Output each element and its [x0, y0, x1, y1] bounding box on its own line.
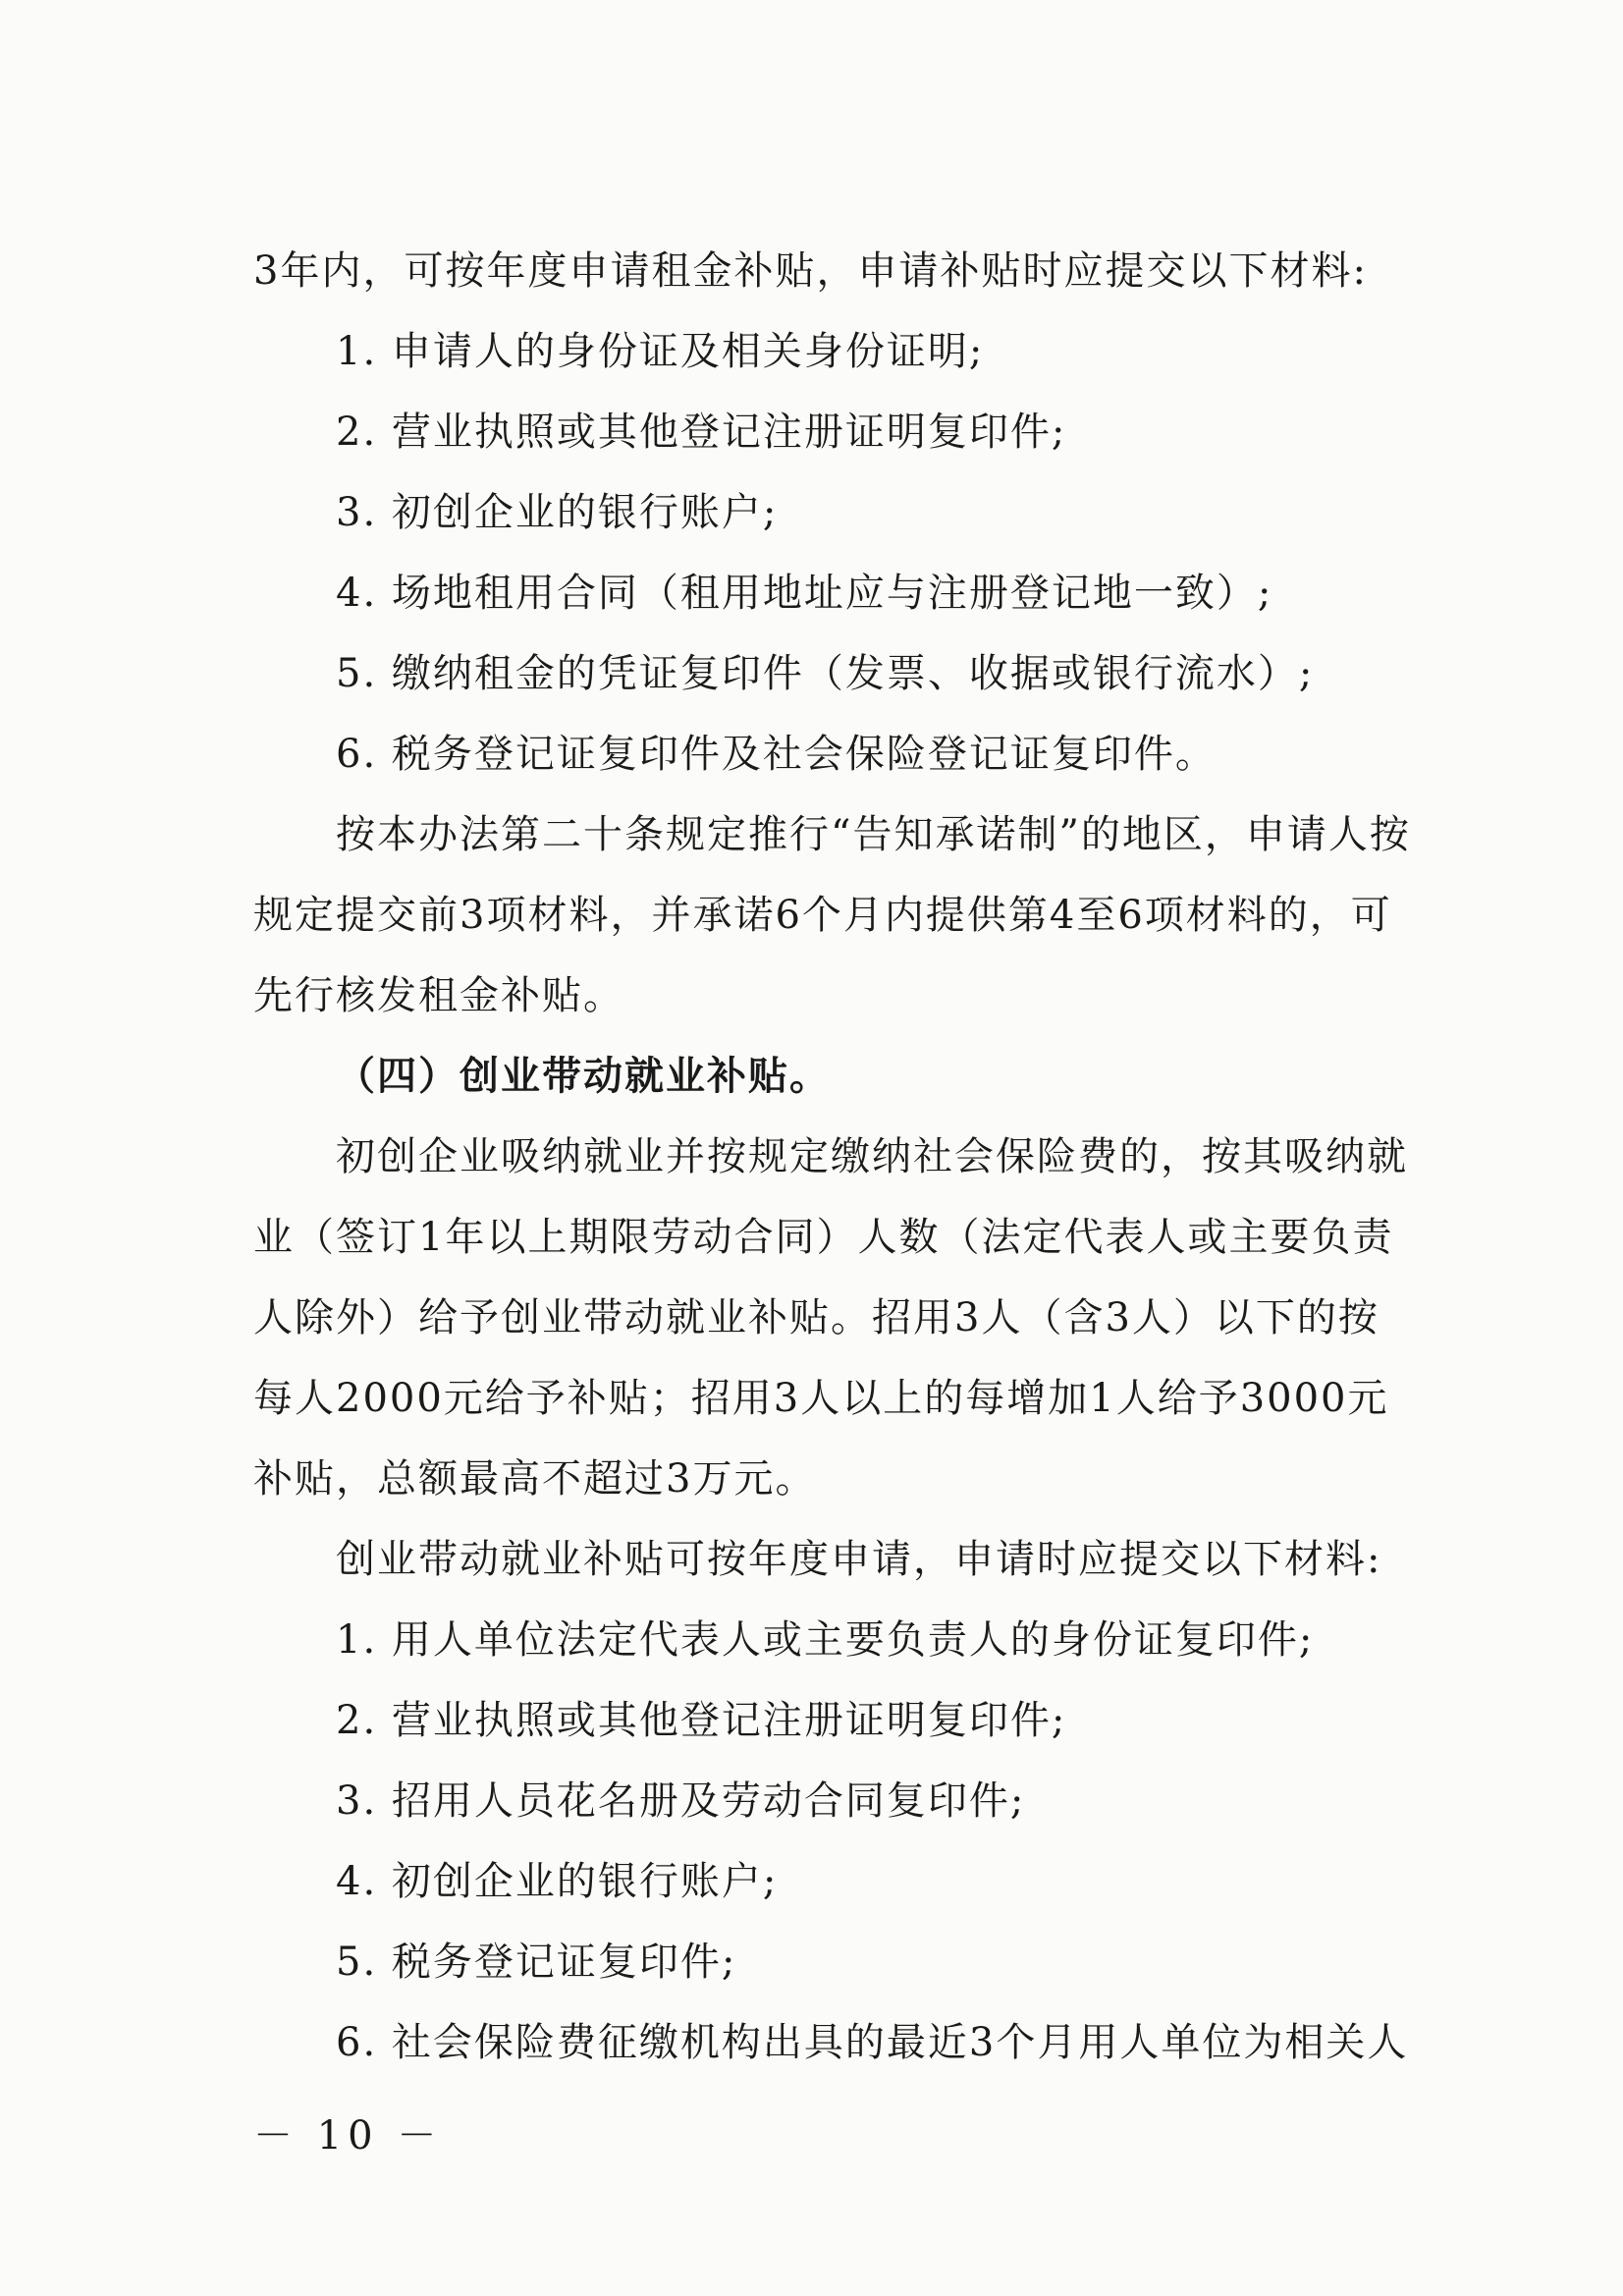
body-line-1: 3年内，可按年度申请租金补贴，申请补贴时应提交以下材料: [253, 248, 1368, 294]
page-number: － 10 － [253, 2113, 443, 2159]
section-heading: （四）创业带动就业补贴。 [336, 1054, 831, 1099]
list-item-10: 4. 初创企业的银行账户; [336, 1859, 779, 1904]
body-line-3: 规定提交前3项材料，并承诺6个月内提供第4至6项材料的，可 [253, 893, 1392, 938]
list-item-5: 5. 缴纳租金的凭证复印件（发票、收据或银行流水）; [336, 651, 1315, 696]
body-line-8: 每人2000元给予补贴；招用3人以上的每增加1人给予3000元 [253, 1376, 1389, 1421]
body-line-6: 业（签订1年以上期限劳动合同）人数（法定代表人或主要负责 [253, 1215, 1394, 1260]
list-item-7: 1. 用人单位法定代表人或主要负责人的身份证复印件; [336, 1617, 1315, 1663]
list-item-9: 3. 招用人员花名册及劳动合同复印件; [336, 1778, 1026, 1824]
list-item-6: 6. 税务登记证复印件及社会保险登记证复印件。 [336, 732, 1217, 777]
list-item-3: 3. 初创企业的银行账户; [336, 490, 779, 535]
list-item-12: 6. 社会保险费征缴机构出具的最近3个月用人单位为相关人 [336, 2020, 1409, 2065]
body-line-7: 人除外）给予创业带动就业补贴。招用3人（含3人）以下的按 [253, 1295, 1380, 1340]
list-item-4: 4. 场地租用合同（租用地址应与注册登记地一致）; [336, 571, 1273, 616]
list-item-1: 1. 申请人的身份证及相关身份证明; [336, 329, 985, 374]
body-line-9: 补贴，总额最高不超过3万元。 [253, 1456, 817, 1502]
list-item-2: 2. 营业执照或其他登记注册证明复印件; [336, 410, 1067, 455]
body-line-10: 创业带动就业补贴可按年度申请，申请时应提交以下材料: [336, 1537, 1382, 1582]
list-item-8: 2. 营业执照或其他登记注册证明复印件; [336, 1698, 1067, 1743]
body-line-5: 初创企业吸纳就业并按规定缴纳社会保险费的，按其吸纳就 [336, 1134, 1408, 1179]
body-line-2: 按本办法第二十条规定推行“告知承诺制”的地区，申请人按 [336, 812, 1411, 857]
body-line-4: 先行核发租金补贴。 [253, 973, 624, 1018]
list-item-11: 5. 税务登记证复印件; [336, 1940, 737, 1985]
